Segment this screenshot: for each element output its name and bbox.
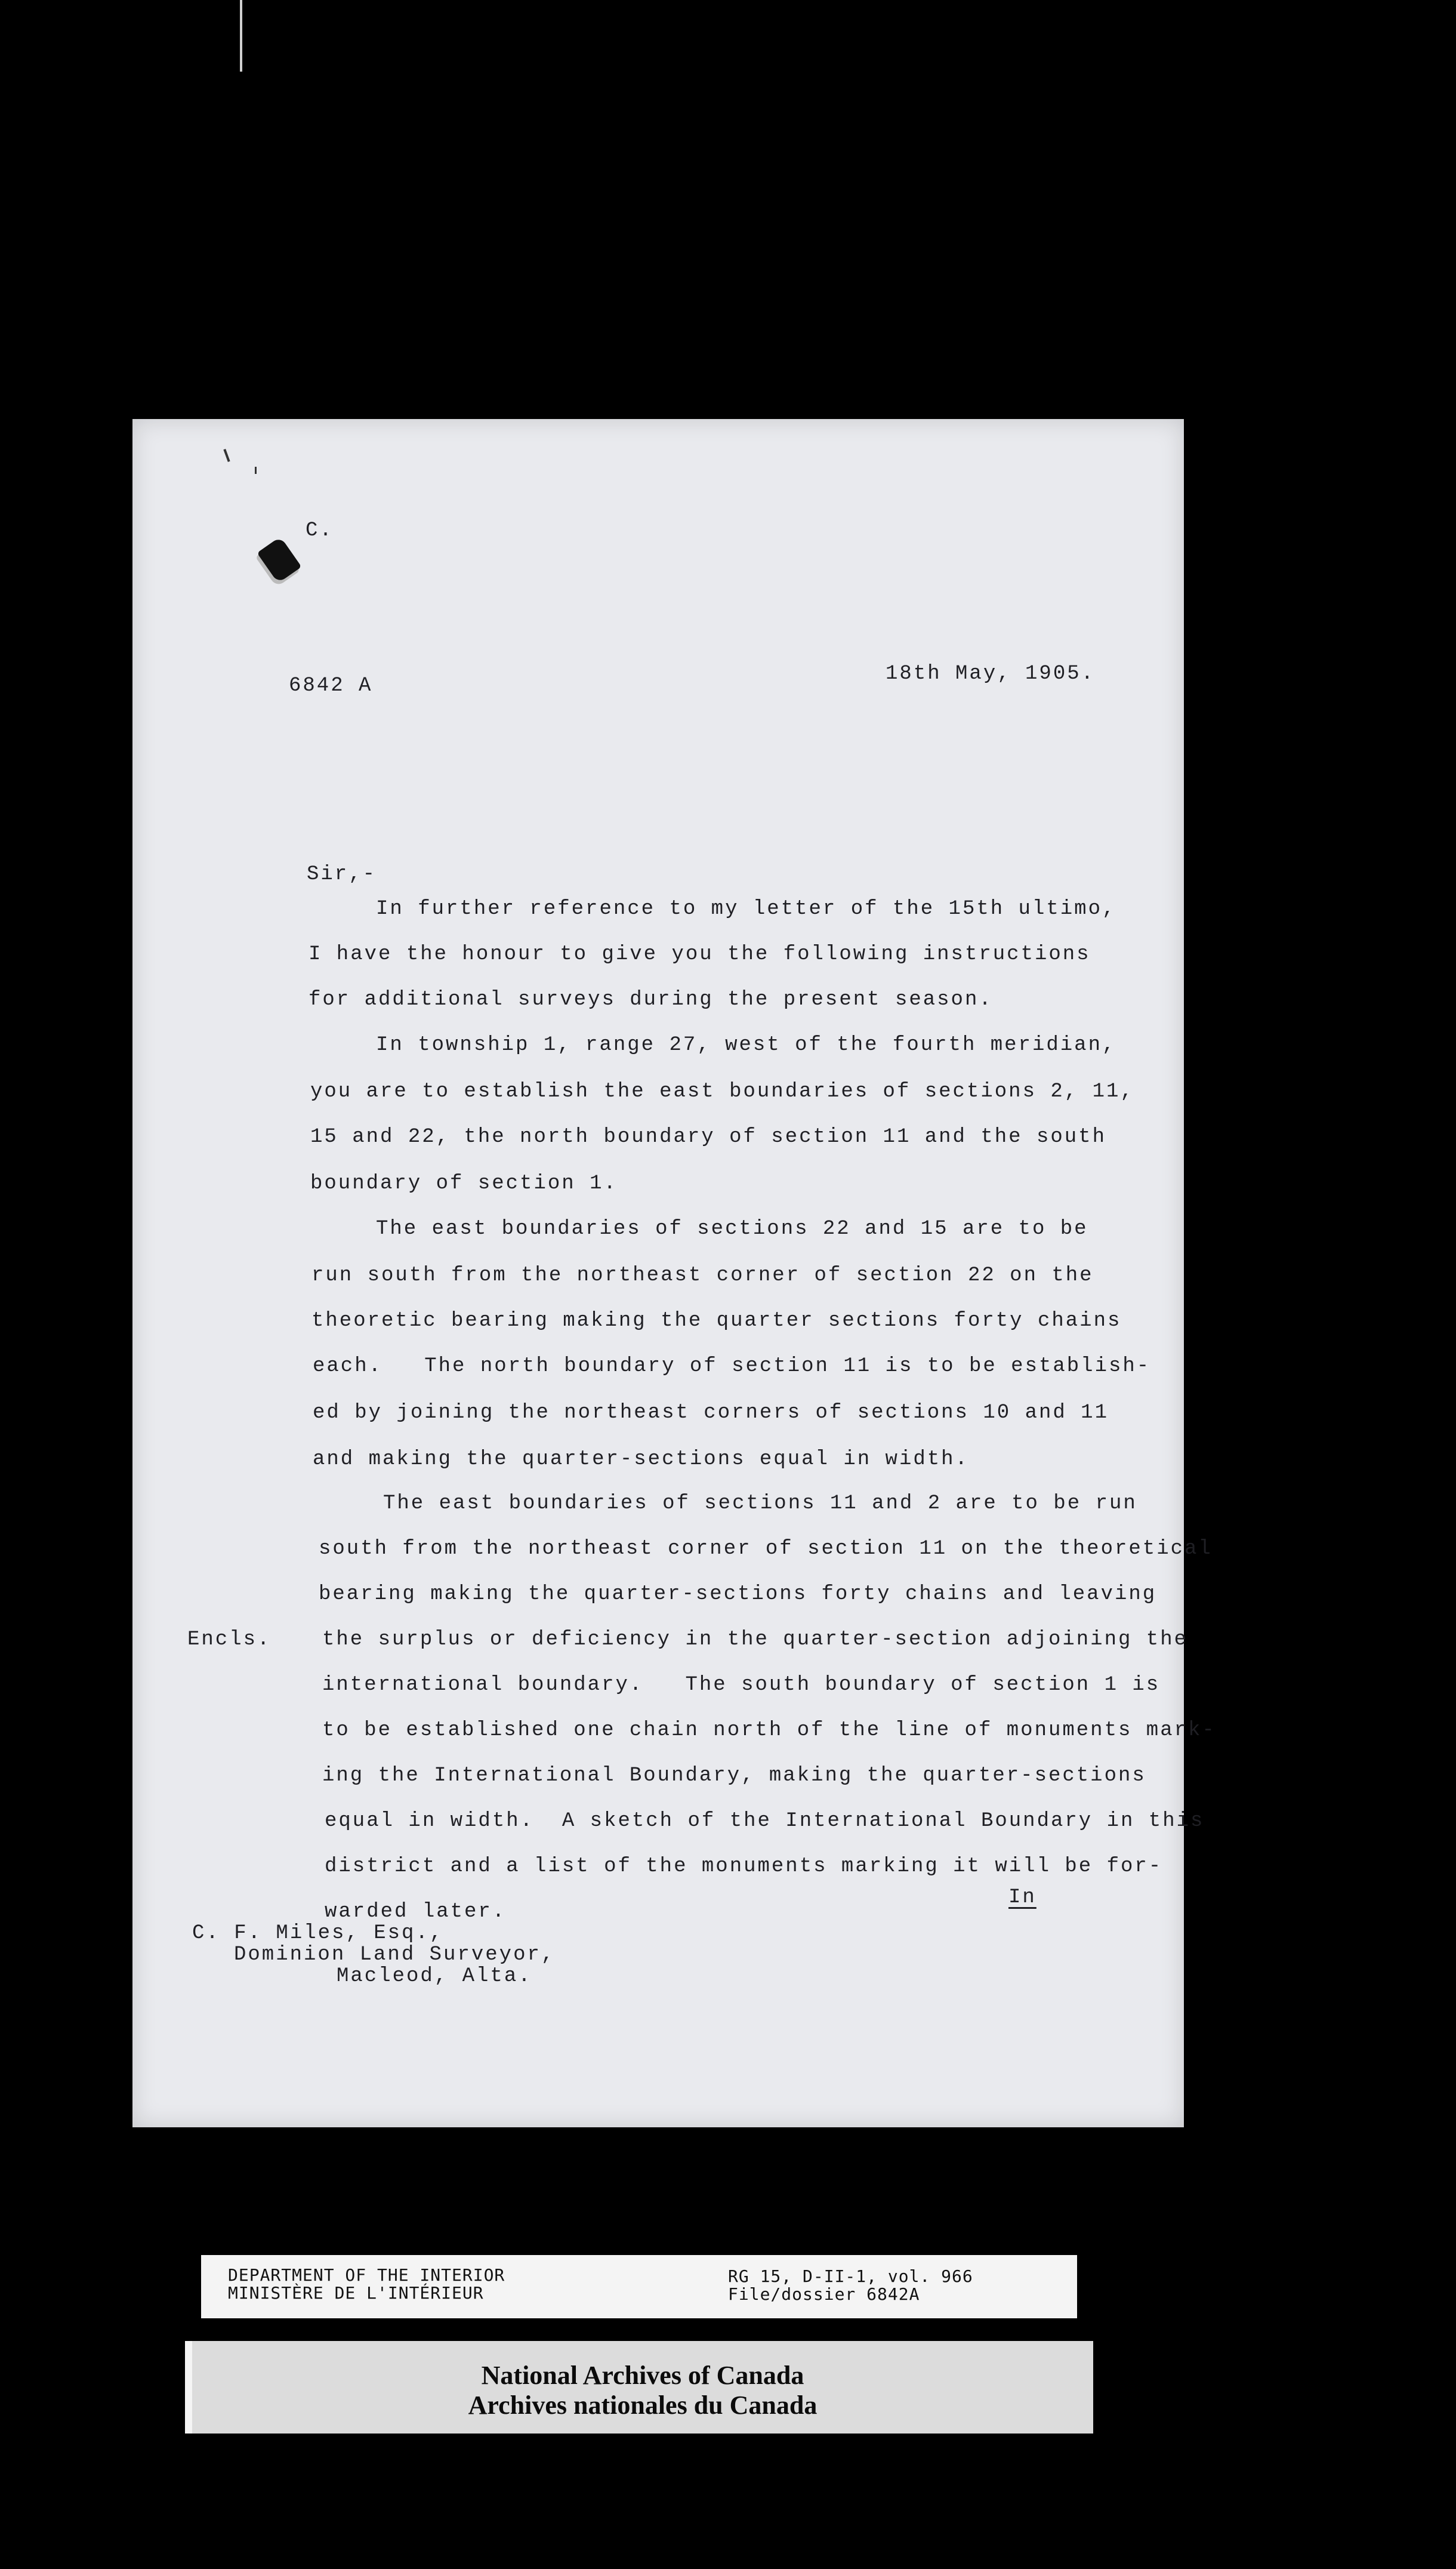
body-line: for additional surveys during the present season. — [309, 988, 993, 1011]
body-line: equal in width. A sketch of the International Boundary in this — [325, 1810, 1205, 1832]
tick-mark — [255, 467, 257, 474]
body-line: and making the quarter-sections equal in width. — [313, 1448, 969, 1471]
enclosures-note: Encls. — [187, 1628, 272, 1651]
archive-institution-label — [185, 2341, 1093, 2434]
body-line: 15 and 22, the north boundary of section 11 and the south — [310, 1126, 1106, 1148]
body-line: boundary of section 1. — [310, 1172, 618, 1195]
body-line: In township 1, range 27, west of the fourth meridian, — [376, 1034, 1116, 1056]
archive-reference-label — [201, 2255, 1077, 2318]
department-french: MINISTÈRE DE L'INTÉRIEUR — [228, 2283, 484, 2303]
file-reference: File/dossier 6842A — [728, 2284, 920, 2304]
body-line: ing the International Boundary, making the quarter-sections — [322, 1764, 1146, 1787]
body-line: district and a list of the monuments marking it will be for- — [325, 1855, 1163, 1878]
body-line: The east boundaries of sections 22 and 15 are to be — [376, 1218, 1088, 1240]
record-group-reference: RG 15, D-II-1, vol. 966 — [728, 2266, 973, 2286]
body-line: run south from the northeast corner of section 22 on the — [311, 1264, 1094, 1287]
body-line: In further reference to my letter of the 15th ultimo, — [376, 898, 1116, 920]
salutation: Sir,- — [307, 863, 377, 886]
body-line: the surplus or deficiency in the quarter-section adjoining the — [322, 1628, 1189, 1651]
body-line: to be established one chain north of the line of monuments mark- — [322, 1719, 1216, 1742]
institution-french: Archives nationales du Canada — [468, 2391, 818, 2420]
film-edge-mark — [240, 0, 242, 72]
letter-date: 18th May, 1905. — [886, 663, 1096, 685]
recipient-place: Macleod, Alta. — [337, 1965, 532, 1988]
letter-sheet — [132, 419, 1216, 2127]
department-english: DEPARTMENT OF THE INTERIOR — [228, 2265, 505, 2285]
body-line: I have the honour to give you the following instructions — [309, 943, 1091, 966]
tick-mark — [223, 449, 230, 462]
body-line: each. The north boundary of section 11 is to be establish- — [313, 1355, 1151, 1378]
continuation-word: In — [1008, 1886, 1037, 1909]
file-number: 6842 A — [289, 674, 373, 697]
body-line: south from the northeast corner of section 11 on the theoretical — [319, 1538, 1213, 1560]
body-line: bearing making the quarter-sections forty chains and leaving — [319, 1583, 1157, 1606]
punch-hole-mark — [257, 537, 302, 583]
body-line: international boundary. The south boundary of section 1 is — [322, 1674, 1161, 1696]
recipient-name: C. F. Miles, Esq., — [192, 1922, 444, 1945]
body-line: ed by joining the northeast corners of sections 10 and 11 — [313, 1401, 1109, 1424]
body-line: warded later. — [325, 1900, 507, 1923]
recipient-title: Dominion Land Surveyor, — [234, 1943, 556, 1966]
institution-english: National Archives of Canada — [481, 2361, 804, 2390]
body-line: The east boundaries of sections 11 and 2 are to be run — [383, 1492, 1137, 1515]
letter-initial: C. — [306, 519, 334, 542]
body-line: you are to establish the east boundaries of sections 2, 11, — [310, 1080, 1134, 1103]
body-line: theoretic bearing making the quarter sections forty chains — [311, 1310, 1122, 1332]
